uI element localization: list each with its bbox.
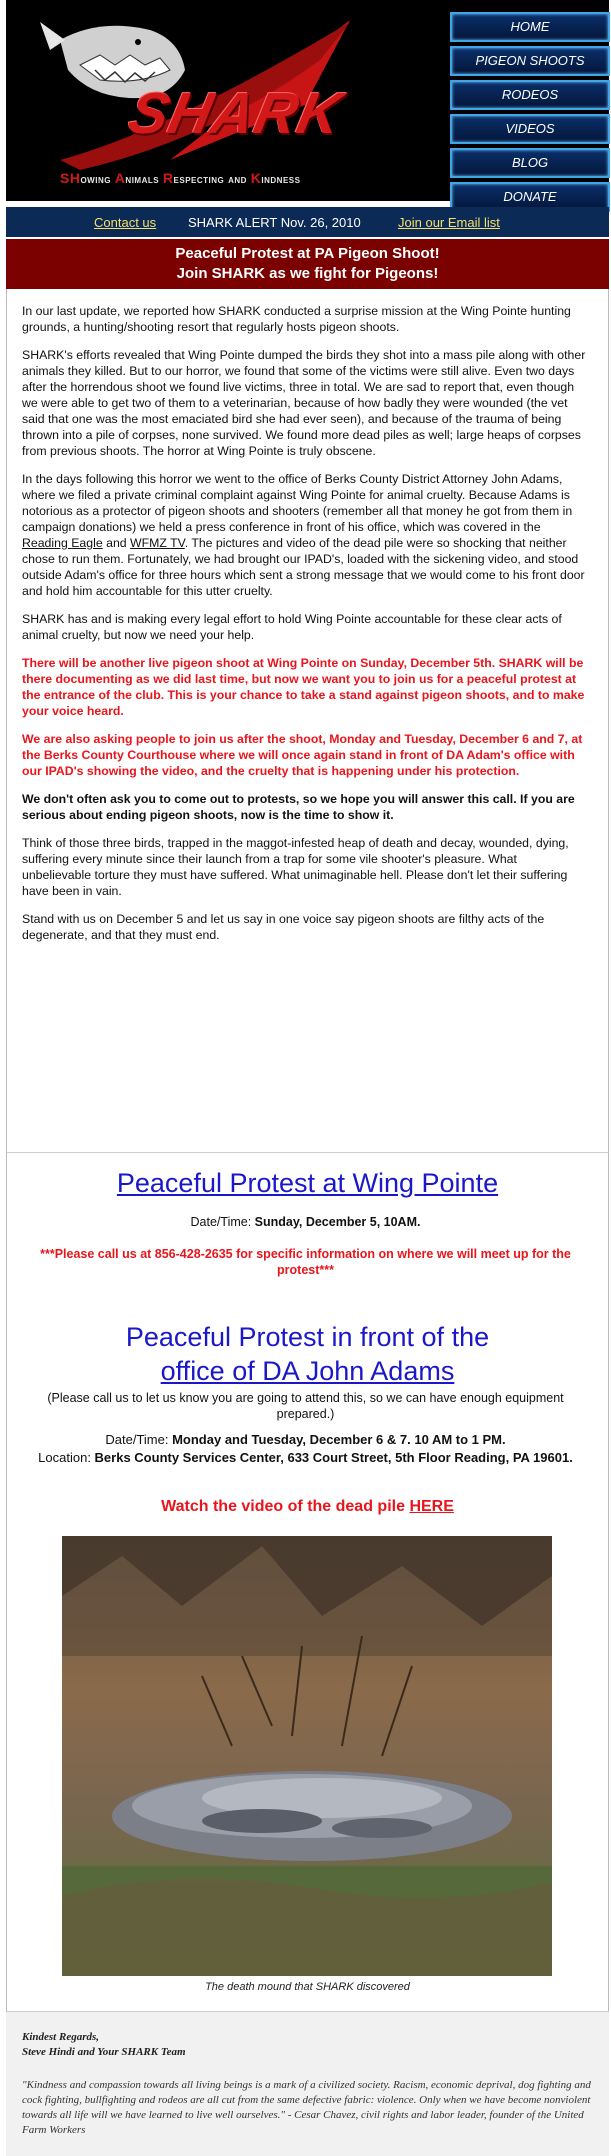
article-paragraph bbox=[22, 471, 588, 599]
tagline-initial-k: K bbox=[250, 170, 262, 186]
location-label: Location: bbox=[38, 1450, 95, 1465]
watch-video-link[interactable]: HERE bbox=[409, 1498, 454, 1515]
call-to-action: We don't often ask you to come out to protests, so we hope you will answer this call. If you are serious about ending pigeon shoots, now is the time to show it. bbox=[22, 792, 575, 822]
da-protest-datetime bbox=[20, 1432, 591, 1448]
headline-banner bbox=[6, 239, 609, 289]
da-protest-title-link[interactable]: office of DA John Adams bbox=[160, 1356, 455, 1386]
headline-line-2: Join SHARK as we fight for Pigeons! bbox=[176, 265, 439, 282]
nav-donate-button[interactable]: DONATE bbox=[450, 182, 610, 212]
da-protest-title-line-1: Peaceful Protest in front of the bbox=[125, 1322, 490, 1352]
article-paragraph: In our last update, we reported how SHARK conducted a surprise mission at the Wing Pointe hunting grounds, a hunting/shooting resort that regularly hosts pigeon shoots. bbox=[22, 304, 571, 334]
tagline-part-2: nimals bbox=[125, 172, 163, 186]
headline-line-1: Peaceful Protest at PA Pigeon Shoot! bbox=[175, 245, 440, 262]
tagline-initial-a: A bbox=[114, 170, 126, 186]
article-paragraph: Stand with us on December 5 and let us say in one voice say pigeon shoots are filthy acts of the degenerate, and that they must end. bbox=[22, 912, 545, 942]
nav-videos-button[interactable]: VIDEOS bbox=[450, 114, 610, 144]
wing-pointe-protest-title[interactable]: Peaceful Protest at Wing Pointe bbox=[116, 1168, 499, 1198]
tagline-part-4: indness bbox=[261, 172, 301, 186]
courthouse-callout: We are also asking people to join us after the shoot, Monday and Tuesday, December 6 and 7, at the Berks County Courthouse where we will once again stand in front of DA Adam's office with our IPAD's showing the video, and the cruelty that is happening under his protection. bbox=[22, 732, 583, 778]
wfmz-tv-link[interactable]: WFMZ TV bbox=[130, 536, 185, 550]
main-nav bbox=[450, 12, 610, 216]
da-protest-title bbox=[6, 1320, 609, 1388]
tagline-part-3: especting and bbox=[173, 172, 251, 186]
dead-pile-photo-graphic bbox=[62, 1536, 552, 1976]
article-body bbox=[22, 303, 588, 955]
footer bbox=[6, 2011, 609, 2156]
location-value: Berks County Services Center, 633 Court Street, 5th Floor Reading, PA 19601. bbox=[94, 1450, 573, 1465]
tagline-part-1: owing bbox=[80, 172, 115, 186]
datetime-label: Date/Time: bbox=[190, 1215, 255, 1229]
article-paragraph: SHARK's efforts revealed that Wing Pointe dumped the birds they shot into a mass pile along with other animals they killed. But to our horror, we found that some of the victims were still alive. Even two days after the horrendous shoot we found live victims, three in total. We are sad to report that, even though we were able to get two of them to a veterinarian, because of how badly they were wounded (the vet said that one was the most emaciated bird she had ever seen), and because of the trauma of being thrown into a pile of corpses, none survived. We found more dead piles as well; large heaps of corpses from previous shoots. The horror at Wing Pointe is truly obscene. bbox=[22, 348, 586, 458]
email-list-link[interactable]: Join our Email list bbox=[398, 215, 500, 230]
dead-pile-photo bbox=[62, 1536, 552, 1976]
nav-pigeon-shoots-button[interactable]: PIGEON SHOOTS bbox=[450, 46, 610, 76]
shark-logo[interactable] bbox=[20, 10, 440, 190]
watch-video-line bbox=[6, 1498, 609, 1516]
nav-blog-button[interactable]: BLOG bbox=[450, 148, 610, 178]
da-protest-location bbox=[20, 1450, 591, 1466]
header bbox=[6, 0, 609, 204]
wing-pointe-datetime bbox=[20, 1214, 591, 1230]
shark-alert-date: SHARK ALERT Nov. 26, 2010 bbox=[188, 215, 361, 230]
nav-rodeos-button[interactable]: RODEOS bbox=[450, 80, 610, 110]
section-divider bbox=[6, 1152, 609, 1153]
photo-caption: The death mound that SHARK discovered bbox=[205, 1981, 410, 1993]
article-text: . The pictures and video of the dead pile were so shocking that neither chose to run them. Fortunately, we had brought our IPAD's, loaded with the sickening video, and stood outside Adam's office for three hours which sent a strong message that we would come to his front door and hold him accountable for this utter cruelty. bbox=[22, 536, 585, 598]
nav-home-button[interactable]: HOME bbox=[450, 12, 610, 42]
datetime-value: Sunday, December 5, 10AM. bbox=[254, 1215, 421, 1229]
alert-bar bbox=[6, 207, 609, 237]
article-text: In the days following this horror we went to the office of Berks County District Attorney John Adams, where we filed a private criminal complaint against Wing Pointe for animal cruelty. Because Adams is notorious as a protector of pigeon shoots and shooters (remember all that money he got from them in campaign donations) we held a press conference in front of his office, which was covered in the bbox=[22, 472, 573, 534]
signoff-line-1: Kindest Regards, bbox=[22, 2031, 100, 2043]
article-paragraph: Think of those three birds, trapped in the maggot-infested heap of death and decay, wounded, dying, suffering every minute since their launch from a trap for some vile shooter's pleasure. What unbelievable torture they must have suffered. What unimaginable hell. Please don't let their suffering have been in vain. bbox=[22, 836, 569, 898]
contact-us-link[interactable]: Contact us bbox=[94, 215, 157, 230]
reading-eagle-link[interactable]: Reading Eagle bbox=[22, 536, 103, 550]
watch-video-text: Watch the video of the dead pile bbox=[161, 1498, 410, 1515]
protest-callout: There will be another live pigeon shoot at Wing Pointe on Sunday, December 5th. SHARK will be there documenting as we did last time, but now we want you to join us for a peaceful protest at the entrance of the club. This is your chance to take a stand against pigeon shoots, and to make your voice heard. bbox=[22, 656, 585, 718]
signoff bbox=[22, 2030, 186, 2060]
shark-tagline bbox=[60, 170, 300, 186]
shark-logo-word: SHARK bbox=[123, 81, 349, 146]
tagline-initial-sh: SH bbox=[60, 170, 81, 186]
call-info-notice: ***Please call us at 856-428-2635 for specific information on where we will meet up for the protest*** bbox=[40, 1247, 571, 1277]
attendance-note: (Please call us to let us know you are going to attend this, so we can have enough equipment prepared.) bbox=[47, 1391, 564, 1421]
tagline-initial-r: R bbox=[162, 170, 174, 186]
datetime-label: Date/Time: bbox=[105, 1432, 173, 1447]
article-paragraph: SHARK has and is making every legal effort to hold Wing Pointe accountable for these clear acts of animal cruelty, but now we need your help. bbox=[22, 612, 562, 642]
article-text: and bbox=[102, 536, 131, 550]
datetime-value: Monday and Tuesday, December 6 & 7. 10 AM to 1 PM. bbox=[172, 1432, 506, 1447]
signoff-line-2: Steve Hindi and Your SHARK Team bbox=[22, 2046, 186, 2058]
cesar-chavez-quote: "Kindness and compassion towards all living beings is a mark of a civilized society. Racism, economic deprival, dog fighting and cock fighting, bullfighting and rodeos are all cut from the same defective fabric: violence. Only when we have become nonviolent towards all life will we have learned to live well ourselves." - Cesar Chavez, civil rights and labor leader, founder of the United Farm Workers bbox=[22, 2079, 591, 2136]
